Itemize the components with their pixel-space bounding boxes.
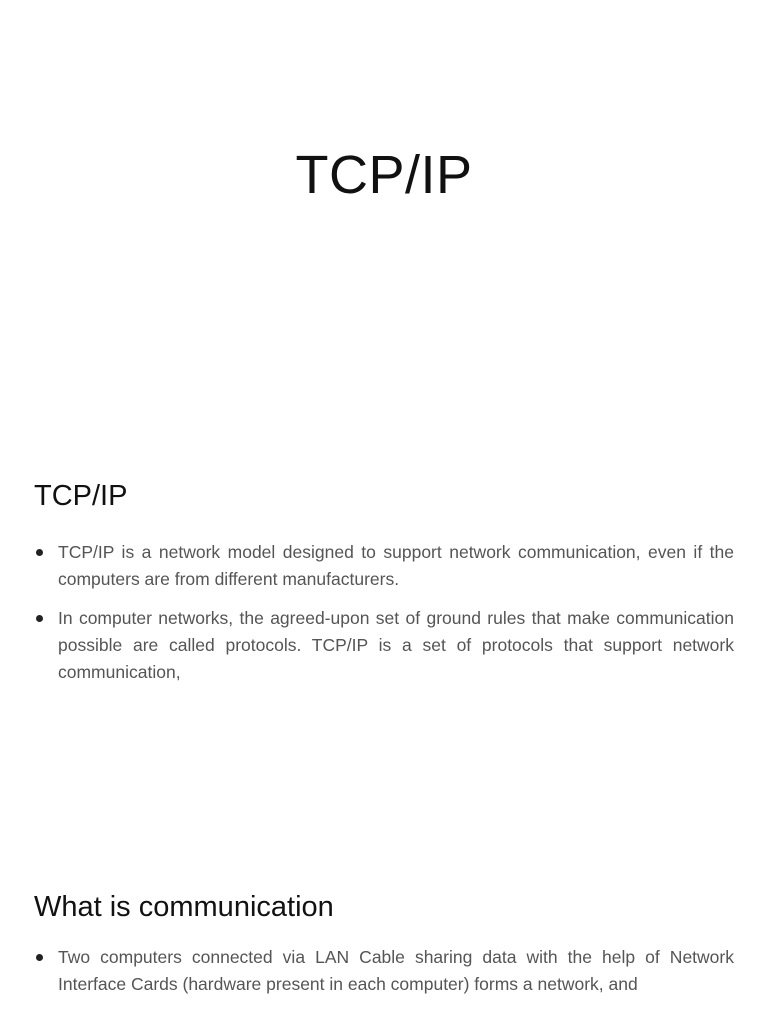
bullet-item <box>34 944 734 998</box>
bullet-dot-icon <box>36 954 43 961</box>
bullet-dot-icon <box>36 615 43 622</box>
bullet-item <box>34 539 734 593</box>
title-slide <box>0 0 768 430</box>
bullet-item <box>34 605 734 686</box>
bullet-text: In computer networks, the agreed-upon set of ground rules that make communication possible are called protocols. TCP/IP is a set of protocols that support network communication, <box>58 608 734 682</box>
bullet-list <box>34 539 734 698</box>
slide-what-is-communication <box>0 842 768 1024</box>
bullet-text: TCP/IP is a network model designed to support network communication, even if the computers are from different manufacturers. <box>58 542 734 589</box>
slide-heading: TCP/IP <box>34 480 128 512</box>
slide-heading: What is communication <box>34 891 334 923</box>
bullet-text: Two computers connected via LAN Cable sharing data with the help of Network Interface Cards (hardware present in each computer) forms a network, and <box>58 947 734 994</box>
slide-tcpip <box>0 430 768 842</box>
bullet-dot-icon <box>36 549 43 556</box>
bullet-list <box>34 944 734 1010</box>
deck-title: TCP/IP <box>295 145 473 205</box>
